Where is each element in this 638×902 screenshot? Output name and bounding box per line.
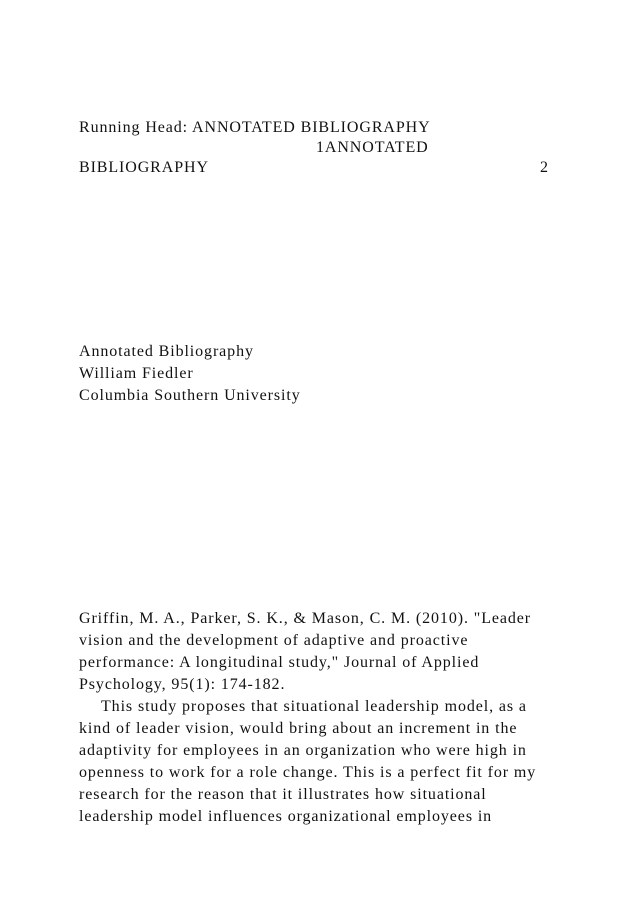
institution-name: Columbia Southern University bbox=[79, 387, 301, 404]
short-title: BIBLIOGRAPHY bbox=[79, 159, 209, 176]
running-head-wrap: 1ANNOTATED bbox=[316, 139, 429, 156]
annotation-line: leadership model influences organizational employees in bbox=[79, 808, 493, 825]
paper-title: Annotated Bibliography bbox=[79, 343, 254, 360]
annotation-line: This study proposes that situational leadership model, as a bbox=[101, 698, 527, 715]
citation-line: Psychology, 95(1): 174-182. bbox=[79, 676, 286, 693]
author-name: William Fiedler bbox=[79, 365, 194, 382]
annotation-line: research for the reason that it illustrates how situational bbox=[79, 786, 487, 803]
citation-line: vision and the development of adaptive and proactive bbox=[79, 632, 469, 649]
annotation-line: adaptivity for employees in an organization who were high in bbox=[79, 742, 527, 759]
annotation-line: kind of leader vision, would bring about an increment in the bbox=[79, 720, 518, 737]
running-head: Running Head: ANNOTATED BIBLIOGRAPHY bbox=[79, 119, 431, 136]
page-number: 2 bbox=[540, 159, 549, 176]
annotation-line: openness to work for a role change. This is a perfect fit for my bbox=[79, 764, 537, 781]
citation-line: performance: A longitudinal study," Journal of Applied bbox=[79, 654, 480, 671]
citation-line: Griffin, M. A., Parker, S. K., & Mason, C. M. (2010). "Leader bbox=[79, 610, 532, 627]
